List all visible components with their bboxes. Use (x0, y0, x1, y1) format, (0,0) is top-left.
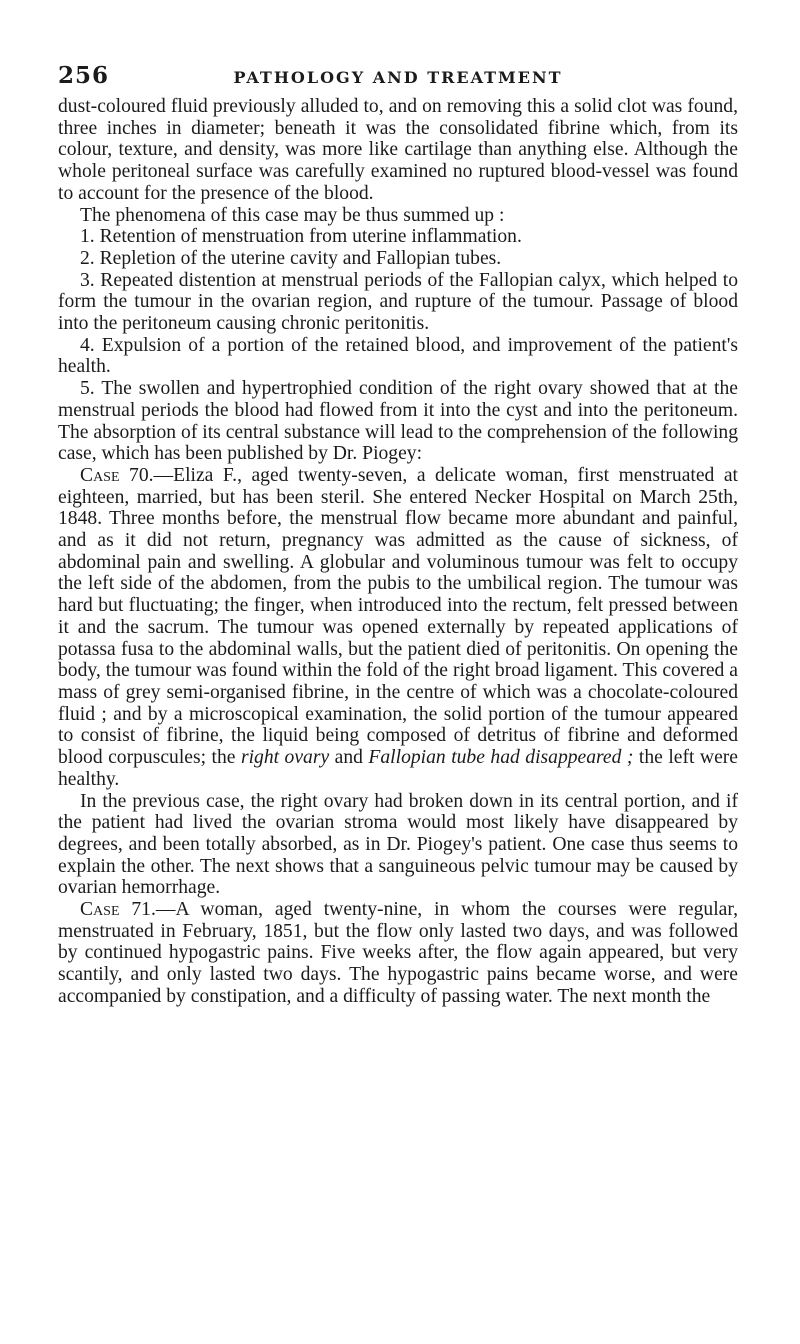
list-item-4: 4. Expulsion of a portion of the retained blood, and improvement of the patient's health. (58, 334, 738, 378)
paragraph-case-71 (58, 899, 738, 1008)
case-70-end: the left were healthy. (58, 747, 738, 790)
case-70-italic-2: Fallopian tube had disappeared ; (368, 747, 634, 769)
case-70-italic-1: right ovary (240, 747, 330, 769)
paragraph-summary-intro: The phenomena of this case may be thus summed up : (80, 204, 505, 226)
list-item-5: 5. The swollen and hypertrophied condition of the right ovary showed that at the menstrual periods the blood had flowed from it into the cyst and into the peritoneum. The absorption of its central substance will lead to the comprehension of the following case, which has been published by Dr. Piogey: (58, 378, 738, 465)
page-number: 256 (58, 62, 110, 89)
book-page (58, 62, 738, 1008)
list-item-3: 3. Repeated distention at menstrual periods of the Fallopian calyx, which helped to form the tumour in the ovarian region, and rupture of the tumour. Passage of blood into the peritoneum causing chronic peritonitis. (58, 269, 738, 335)
paragraph-previous-case: In the previous case, the right ovary had broken down in its central portion, and if the patient had lived the ovarian stroma would most likely have disappeared by degrees, and been totally absorbed, as in Dr. Piogey's patient. One case thus seems to explain the other. The next shows that a sanguineous pelvic tumour may be caused by ovarian hemorrhage. (58, 790, 738, 899)
list-item-1: 1. Retention of menstruation from uterine inflammation. (80, 226, 522, 248)
case-70-label: Case 70. (80, 464, 154, 486)
case-70-text: —Eliza F., aged twenty-seven, a delicate woman, first menstruated at eighteen, married, but has been steril. She entered Necker Hospital on March 25th, 1848. Three months before, the menstrual flow became more abundant and painful, and as it did not return, pregnancy was admitted as the cause of sickness, of abdominal pain and swelling. A globular and voluminous tumour was felt to occupy the left side of the abdomen, from the pubis to the umbilical region. The tumour was hard but fluctuating; the finger, when introduced into the rectum, felt pressed between it and the sacrum. The tumour was opened externally by repeated applications of potassa fusa to the abdominal walls, but the patient died of peritonitis. On opening the body, the tumour was found within the fold of the right broad ligament. This covered a mass of grey semi-organised fibrine, in the centre of which was a chocolate-coloured fluid ; and by a microscopical examination, the solid portion of the tumour appeared to consist of fibrine, the liquid being composed of detritus of fibrine and deformed blood corpuscules; the (58, 464, 738, 769)
case-70-mid: and (329, 747, 369, 769)
body-text (58, 96, 738, 1008)
paragraph-case-70 (58, 465, 738, 791)
running-head (58, 62, 738, 96)
paragraph-continuation: dust-coloured fluid previously alluded to, and on removing this a solid clot was found, three inches in diameter; beneath it was the consolidated fibrine which, from its colour, texture, and density, was more like cartilage than anything else. Although the whole peritoneal surface was carefully examined no ruptured blood-vessel was found to account for the presence of the blood. (58, 96, 738, 204)
list-item-2: 2. Repletion of the uterine cavity and Fallopian tubes. (80, 247, 502, 269)
running-title: PATHOLOGY AND TREATMENT (233, 68, 563, 87)
case-71-text: —A woman, aged twenty-nine, in whom the courses were regular, menstruated in February, 1851, but the flow only lasted two days, and was followed by continued hypogastric pains. Five weeks after, the flow again appeared, but very scantily, and only lasted two days. The hypogastric pains became worse, and were accompanied by constipation, and a difficulty of passing water. The next month the (58, 899, 738, 1007)
case-71-label: Case 71. (80, 899, 156, 921)
